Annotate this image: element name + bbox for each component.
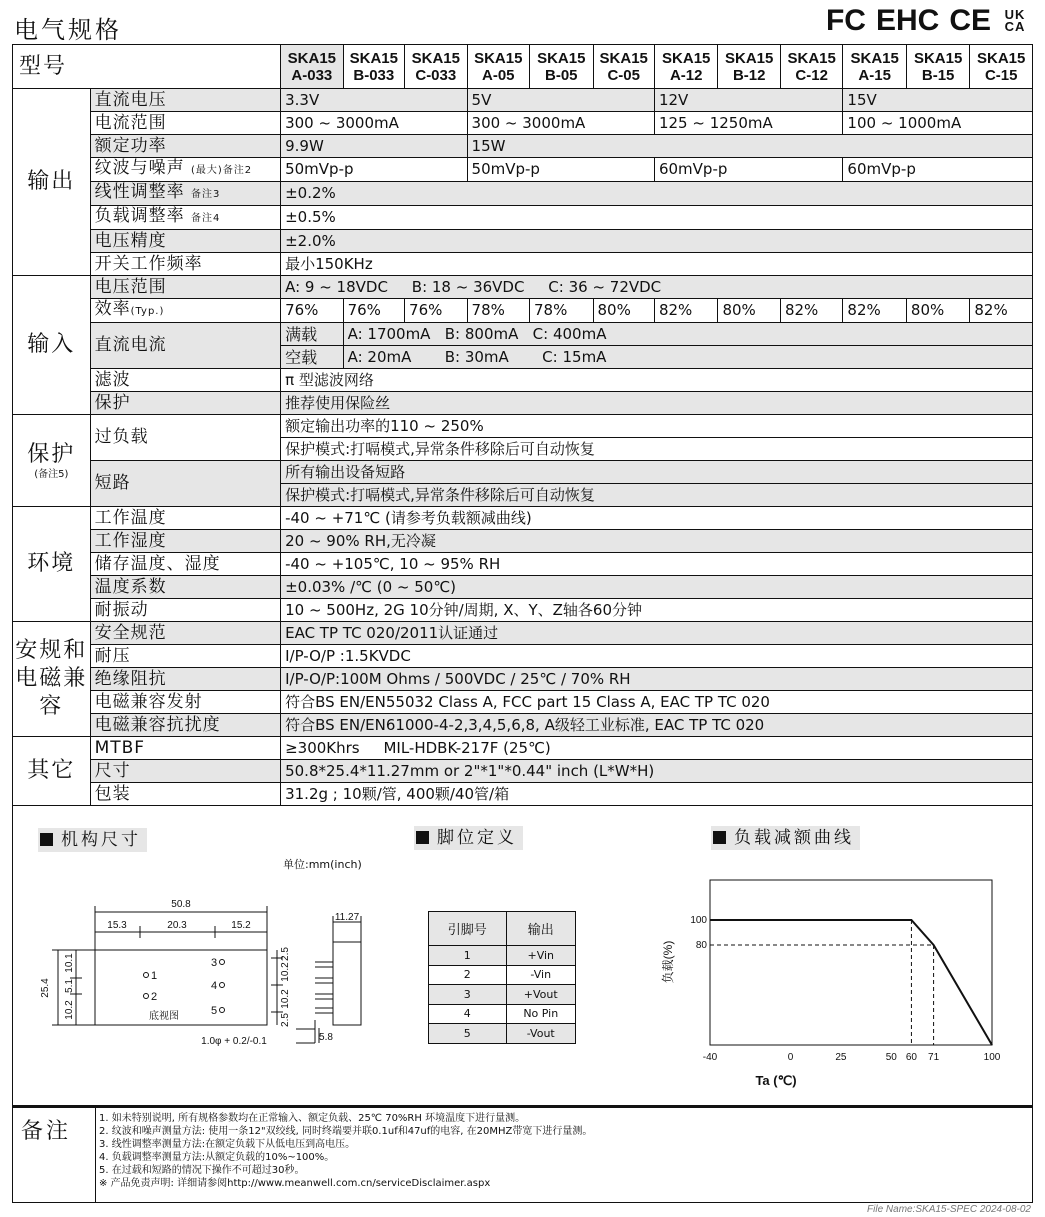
mtbf-label: MTBF [90, 737, 281, 760]
short-label: 短路 [90, 461, 281, 507]
load-reg-label: 负载调整率 备注4 [90, 206, 281, 230]
spec-value: 300 ~ 3000mA [281, 112, 467, 135]
list-item: 1. 如未特别说明, 所有规格参数均在正常输入、额定负载、25℃ 70%RH 环境温度下进行量测。 [99, 1113, 526, 1124]
spec-value: 80% [718, 299, 780, 323]
accuracy-label: 电压精度 [90, 230, 281, 253]
x-tick-label: 60 [905, 1052, 917, 1063]
rated-power-label: 额定功率 [90, 135, 281, 158]
spec-value: 125 ~ 1250mA [654, 112, 842, 135]
spec-value: 300 ~ 3000mA [467, 112, 654, 135]
work-hum-label: 工作湿度 [90, 530, 281, 553]
spec-value: -40 ~ +105℃, 10 ~ 95% RH [281, 553, 1033, 576]
model-cell: SKA15 C-15 [970, 45, 1033, 89]
spec-value: 76% [281, 299, 343, 323]
vibration-label: 耐振动 [90, 599, 281, 622]
list-item: 4. 负载调整率测量方法:从额定负载的10%~100%。 [99, 1152, 335, 1163]
dimension-label: 尺寸 [90, 760, 281, 783]
spec-value: 20 ~ 90% RH,无冷凝 [281, 530, 1033, 553]
notes-section [12, 1106, 1033, 1203]
spec-value: 5V [467, 89, 654, 112]
spec-value: 推荐使用保险丝 [281, 392, 1033, 415]
spec-value: ±0.5% [281, 206, 1033, 230]
x-tick-label: 25 [835, 1052, 847, 1063]
spec-value: 60mVp-p [654, 158, 842, 182]
temp-coef-label: 温度系数 [90, 576, 281, 599]
model-cell: SKA15 C-05 [593, 45, 654, 89]
page-title: 电气规格 [14, 16, 122, 44]
work-temp-label: 工作温度 [90, 507, 281, 530]
dim-v2: 5.1 [64, 979, 75, 993]
ce-logo: CE [949, 4, 991, 37]
model-cell: SKA15 A-033 [281, 45, 343, 89]
storage-label: 储存温度、湿度 [90, 553, 281, 576]
spec-value: 76% [405, 299, 467, 323]
spec-value: 78% [467, 299, 529, 323]
overload-label: 过负载 [90, 415, 281, 461]
square-bullet-icon [416, 831, 429, 844]
x-tick-label: -40 [702, 1052, 718, 1063]
x-tick-label: 71 [928, 1052, 940, 1063]
model-cell: SKA15 A-05 [467, 45, 529, 89]
standards-label: 安全规范 [90, 622, 281, 645]
category-protection: 保护 (备注5) [13, 415, 91, 507]
derating-title: 负载减额曲线 [711, 826, 860, 850]
list-item: ※ 产品免责声明: 详细请参阅http://www.meanwell.com.cn/serviceDisclaimer.aspx [99, 1178, 491, 1189]
dc-current-label: 直流电流 [90, 323, 281, 369]
y-axis-label: 负载(%) [661, 940, 675, 984]
spec-value: ±2.0% [281, 230, 1033, 253]
notes-label: 备注 [21, 1119, 72, 1144]
pin-5-label: 5 [210, 1005, 218, 1017]
dim-left: 15.3 [107, 920, 127, 931]
isolation-label: 绝缘阻抗 [90, 668, 281, 691]
pin-header: 引脚号 [429, 912, 507, 946]
emc-emission-label: 电磁兼容发射 [90, 691, 281, 714]
no-load-label: 空载 [281, 346, 343, 369]
spec-value: 82% [970, 299, 1033, 323]
plot-frame [710, 880, 992, 1045]
model-cell: SKA15 B-033 [343, 45, 404, 89]
spec-value: 额定输出功率的110 ~ 250% [281, 415, 1033, 438]
spec-value: 9.9W [281, 135, 467, 158]
dim-v1: 10.1 [64, 953, 75, 973]
spec-value: 15V [843, 89, 1033, 112]
spec-value: 12V [654, 89, 842, 112]
dim-r2: 10.2 [280, 962, 291, 982]
spec-value: ≥300Khrs MIL-HDBK-217F (25℃) [281, 737, 1033, 760]
spec-value: A: 9 ~ 18VDC B: 18 ~ 36VDC C: 36 ~ 72VDC [281, 276, 1033, 299]
spec-value: A: 1700mA B: 800mA C: 400mA [343, 323, 1032, 346]
packing-label: 包装 [90, 783, 281, 806]
spec-value: I/P-O/P:100M Ohms / 500VDC / 25℃ / 70% RH [281, 668, 1033, 691]
spec-value: 82% [780, 299, 842, 323]
model-cell: SKA15 A-12 [654, 45, 717, 89]
dim-right: 15.2 [231, 920, 251, 931]
dim-pin-len: 5.8 [319, 1032, 333, 1043]
derating-chart [660, 870, 1020, 1095]
y-tick-label: 100 [690, 915, 707, 926]
x-tick-label: 100 [983, 1052, 1001, 1063]
spec-value: 80% [906, 299, 969, 323]
spec-value: 最小150KHz [281, 253, 1033, 276]
current-range-label: 电流范围 [90, 112, 281, 135]
model-row [13, 45, 1033, 89]
model-cell: SKA15 C-033 [405, 45, 467, 89]
spec-value: 80% [593, 299, 654, 323]
list-item: 5. 在过载和短路的情况下操作不可超过30秒。 [99, 1165, 305, 1176]
dim-height: 25.4 [40, 978, 51, 998]
output-header: 输出 [506, 912, 576, 946]
spec-value: 82% [843, 299, 906, 323]
mechanical-drawing [36, 890, 396, 1055]
spec-value: 82% [654, 299, 717, 323]
category-input: 输入 [13, 276, 91, 415]
model-cell: SKA15 B-12 [718, 45, 780, 89]
voltage-range-label: 电压范围 [90, 276, 281, 299]
ukca-logo: UK CA [1004, 7, 1026, 34]
spec-value: 保护模式:打嗝模式,异常条件移除后可自动恢复 [281, 484, 1033, 507]
emc-immunity-label: 电磁兼容抗扰度 [90, 714, 281, 737]
dc-voltage-label: 直流电压 [90, 89, 281, 112]
pin-3-label: 3 [210, 957, 218, 969]
list-item: 2. 纹波和噪声测量方法: 使用一条12"双绞线, 同时终端要并联0.1uf和47uf的电容, 在20MHZ带宽下进行量测。 [99, 1126, 593, 1137]
derating-curve [710, 920, 992, 1045]
spec-value: 保护模式:打嗝模式,异常条件移除后可自动恢复 [281, 438, 1033, 461]
spec-value: ±0.03% /℃ (0 ~ 50℃) [281, 576, 1033, 599]
fcc-logo: FC [825, 4, 866, 37]
spec-value: 符合BS EN/EN55032 Class A, FCC part 15 Class A, EAC TP TC 020 [281, 691, 1033, 714]
table-row: 3 +Vout [429, 985, 576, 1005]
category-safety: 安规和电磁兼容 [13, 622, 91, 737]
spec-value: 所有输出设备短路 [281, 461, 1033, 484]
pin-1-label: 1 [150, 970, 158, 982]
spec-value: 60mVp-p [843, 158, 1033, 182]
model-cell: SKA15 A-15 [843, 45, 906, 89]
mechanical-title: 机构尺寸 [38, 828, 147, 852]
ripple-label: 纹波与噪声 (最大)备注2 [90, 158, 281, 182]
dim-side: 11.27 [334, 912, 360, 923]
spec-value: 10 ~ 500Hz, 2G 10分钟/周期, X、Y、Z轴各60分钟 [281, 599, 1033, 622]
spec-value: 78% [530, 299, 593, 323]
spec-value: π 型滤波网络 [281, 369, 1033, 392]
spec-table [12, 44, 1033, 806]
withstand-label: 耐压 [90, 645, 281, 668]
switching-label: 开关工作频率 [90, 253, 281, 276]
spec-value: A: 20mA B: 30mA C: 15mA [343, 346, 1032, 369]
spec-value: 50mVp-p [467, 158, 654, 182]
filter-label: 滤波 [90, 369, 281, 392]
spec-value: 76% [343, 299, 404, 323]
model-cell: SKA15 C-12 [780, 45, 842, 89]
x-tick-label: 0 [787, 1052, 794, 1063]
dim-r1: 2.5 [280, 947, 291, 961]
unit-label: 单位:mm(inch) [283, 858, 362, 871]
footer-filename: File Name:SKA15-SPEC 2024-08-02 [867, 1204, 1031, 1215]
pinout-table [428, 911, 576, 1044]
spec-value: 符合BS EN/EN61000-4-2,3,4,5,6,8, A级轻工业标准, EAC TP TC 020 [281, 714, 1033, 737]
table-row: 1 +Vin [429, 946, 576, 966]
table-row: 2 -Vin [429, 965, 576, 985]
spec-value: 50mVp-p [281, 158, 467, 182]
notes-list [99, 1112, 592, 1190]
pin-4-label: 4 [210, 980, 218, 992]
spec-value: 3.3V [281, 89, 467, 112]
x-tick-label: 50 [885, 1052, 897, 1063]
dim-r4: 2.5 [280, 1013, 291, 1027]
model-cell: SKA15 B-15 [906, 45, 969, 89]
y-tick-label: 80 [695, 940, 707, 951]
spec-value: 31.2g ; 10颗/管, 400颗/40管/箱 [281, 783, 1033, 806]
list-item: 3. 线性调整率测量方法:在额定负载下从低电压到高电压。 [99, 1139, 356, 1150]
pinout-title: 脚位定义 [414, 826, 523, 850]
table-row: 4 No Pin [429, 1004, 576, 1024]
category-others: 其它 [13, 737, 91, 806]
bottom-view-label: 底视图 [149, 1011, 179, 1022]
spec-value: EAC TP TC 020/2011认证通过 [281, 622, 1033, 645]
category-output: 输出 [13, 89, 91, 276]
category-environment: 环境 [13, 507, 91, 622]
eac-logo: EHC [875, 4, 940, 37]
full-load-label: 满载 [281, 323, 343, 346]
dim-v3: 10.2 [64, 1000, 75, 1020]
model-label: 型号 [13, 45, 281, 89]
spec-value: I/P-O/P :1.5KVDC [281, 645, 1033, 668]
spec-value: -40 ~ +71℃ (请参考负载额减曲线) [281, 507, 1033, 530]
table-row: 5 -Vout [429, 1024, 576, 1044]
protection-label: 保护 [90, 392, 281, 415]
model-cell: SKA15 B-05 [530, 45, 593, 89]
square-bullet-icon [713, 831, 726, 844]
square-bullet-icon [40, 833, 53, 846]
dim-total: 50.8 [171, 899, 191, 910]
dim-pin-dia: 1.0φ + 0.2/-0.1 [201, 1036, 267, 1047]
certification-marks [826, 6, 1029, 36]
dim-mid: 20.3 [167, 920, 187, 931]
pin-2-label: 2 [150, 991, 158, 1003]
spec-value: ±0.2% [281, 182, 1033, 206]
line-reg-label: 线性调整率 备注3 [90, 182, 281, 206]
efficiency-label: 效率(Typ.) [90, 299, 281, 323]
x-axis-label: Ta (℃) [755, 1073, 797, 1088]
dim-r3: 10.2 [280, 989, 291, 1009]
spec-value: 15W [467, 135, 1032, 158]
spec-value: 50.8*25.4*11.27mm or 2"*1"*0.44" inch (L*W*H) [281, 760, 1033, 783]
spec-value: 100 ~ 1000mA [843, 112, 1033, 135]
